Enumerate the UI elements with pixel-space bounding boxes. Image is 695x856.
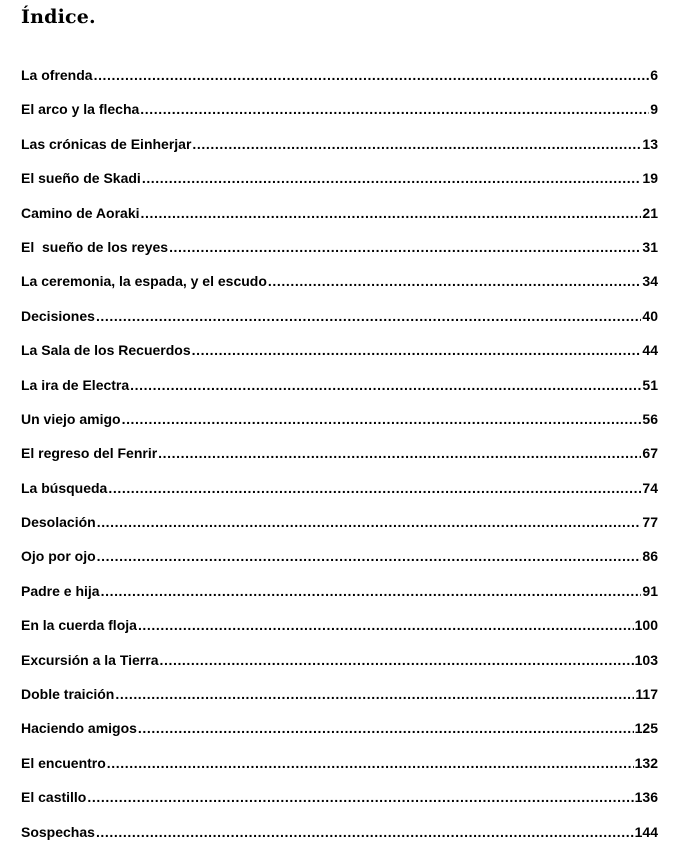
dot-leader bbox=[141, 203, 642, 223]
toc-entry-page-number: 21 bbox=[642, 204, 658, 221]
toc-entry-page-number: 136 bbox=[634, 789, 658, 806]
toc-entry-title: El sueño de Skadi bbox=[21, 170, 141, 187]
toc-entry-page-number: 125 bbox=[634, 720, 658, 737]
toc-entry-title: El castillo bbox=[21, 789, 87, 806]
toc-entry-title: Decisiones bbox=[21, 307, 95, 324]
toc-entry bbox=[21, 478, 658, 512]
toc-entry-title: La Sala de los Recuerdos bbox=[21, 342, 191, 359]
toc-entry-page-number: 144 bbox=[634, 823, 658, 840]
toc-entry-page-number: 34 bbox=[642, 273, 658, 290]
dot-leader bbox=[130, 375, 641, 395]
dot-leader bbox=[140, 99, 649, 119]
dot-leader bbox=[169, 237, 641, 257]
toc-entry-page-number: 6 bbox=[650, 67, 658, 83]
toc-entry bbox=[21, 168, 658, 202]
toc-entry-title: La ofrenda bbox=[21, 67, 93, 83]
toc-entry-page-number: 67 bbox=[642, 445, 658, 462]
dot-leader bbox=[115, 684, 634, 704]
toc-entry bbox=[21, 443, 658, 477]
toc-entry bbox=[21, 340, 658, 374]
toc-entry-page-number: 117 bbox=[635, 686, 658, 703]
dot-leader bbox=[192, 134, 641, 154]
toc-entry-title: El encuentro bbox=[21, 754, 106, 771]
toc-entry-title: Excursión a la Tierra bbox=[21, 651, 159, 668]
dot-leader bbox=[192, 340, 642, 360]
toc-entry-title: Sospechas bbox=[21, 823, 95, 840]
toc-entry-page-number: 13 bbox=[642, 135, 658, 152]
toc-entry-title: Las crónicas de Einherjar bbox=[21, 135, 192, 152]
dot-leader bbox=[138, 718, 634, 738]
dot-leader bbox=[138, 615, 634, 635]
dot-leader bbox=[268, 271, 642, 291]
toc-entry bbox=[21, 753, 658, 787]
toc-entry bbox=[21, 271, 658, 305]
toc-entry bbox=[21, 718, 658, 752]
toc-entry-page-number: 74 bbox=[642, 479, 658, 496]
toc-entry-title: Ojo por ojo bbox=[21, 548, 96, 565]
toc-entry bbox=[21, 99, 658, 133]
toc-entry-page-number: 77 bbox=[642, 514, 658, 531]
toc-entry bbox=[21, 409, 658, 443]
toc-entry bbox=[21, 684, 658, 718]
toc-entry bbox=[21, 65, 658, 99]
toc-entry-page-number: 19 bbox=[642, 170, 658, 187]
toc-entry-title: Haciendo amigos bbox=[21, 720, 137, 737]
toc-entry-title: Camino de Aoraki bbox=[21, 204, 140, 221]
toc-entry-title: Padre e hija bbox=[21, 582, 100, 599]
toc-entry-page-number: 86 bbox=[642, 548, 658, 565]
toc-entry bbox=[21, 203, 658, 237]
toc-entry bbox=[21, 306, 658, 340]
toc-entry-title: El sueño de los reyes bbox=[21, 238, 169, 255]
toc-entry bbox=[21, 546, 658, 580]
toc-entry bbox=[21, 787, 658, 821]
toc-entry bbox=[21, 615, 658, 649]
toc-entry-page-number: 9 bbox=[650, 101, 658, 118]
dot-leader bbox=[101, 581, 642, 601]
dot-leader bbox=[96, 306, 641, 326]
toc-list bbox=[21, 65, 658, 856]
toc-entry-title: La ceremonia, la espada, y el escudo bbox=[21, 273, 267, 290]
toc-entry-page-number: 91 bbox=[642, 582, 658, 599]
dot-leader bbox=[158, 443, 641, 463]
toc-entry-page-number: 44 bbox=[642, 342, 658, 359]
toc-entry-title: La búsqueda bbox=[21, 479, 108, 496]
toc-entry bbox=[21, 375, 658, 409]
dot-leader bbox=[96, 822, 634, 842]
toc-entry bbox=[21, 237, 658, 271]
dot-leader bbox=[107, 753, 634, 773]
dot-leader bbox=[159, 650, 633, 670]
toc-entry bbox=[21, 822, 658, 856]
dot-leader bbox=[94, 65, 650, 85]
toc-entry-title: En la cuerda floja bbox=[21, 617, 137, 634]
toc-entry-title: Un viejo amigo bbox=[21, 410, 121, 427]
toc-entry-page-number: 100 bbox=[634, 617, 658, 634]
toc-entry bbox=[21, 134, 658, 168]
toc-entry bbox=[21, 512, 658, 546]
toc-entry-page-number: 31 bbox=[642, 238, 658, 255]
toc-entry-page-number: 103 bbox=[634, 651, 658, 668]
toc-entry-title: Doble traición bbox=[21, 686, 115, 703]
toc-entry bbox=[21, 650, 658, 684]
toc-entry-title: Desolación bbox=[21, 514, 96, 531]
dot-leader bbox=[87, 787, 633, 807]
toc-entry-title: El arco y la flecha bbox=[21, 101, 140, 118]
toc-entry-page-number: 40 bbox=[642, 307, 658, 324]
toc-entry-title: El regreso del Fenrir bbox=[21, 445, 158, 462]
dot-leader bbox=[122, 409, 642, 429]
toc-entry-page-number: 51 bbox=[642, 376, 658, 393]
toc-entry-title: La ira de Electra bbox=[21, 376, 130, 393]
dot-leader bbox=[108, 478, 641, 498]
toc-entry bbox=[21, 581, 658, 615]
dot-leader bbox=[97, 512, 642, 532]
toc-entry-page-number: 132 bbox=[634, 754, 658, 771]
dot-leader bbox=[97, 546, 642, 566]
dot-leader bbox=[142, 168, 642, 188]
toc-entry-page-number: 56 bbox=[642, 410, 658, 427]
toc-heading: Índice. bbox=[21, 6, 96, 28]
